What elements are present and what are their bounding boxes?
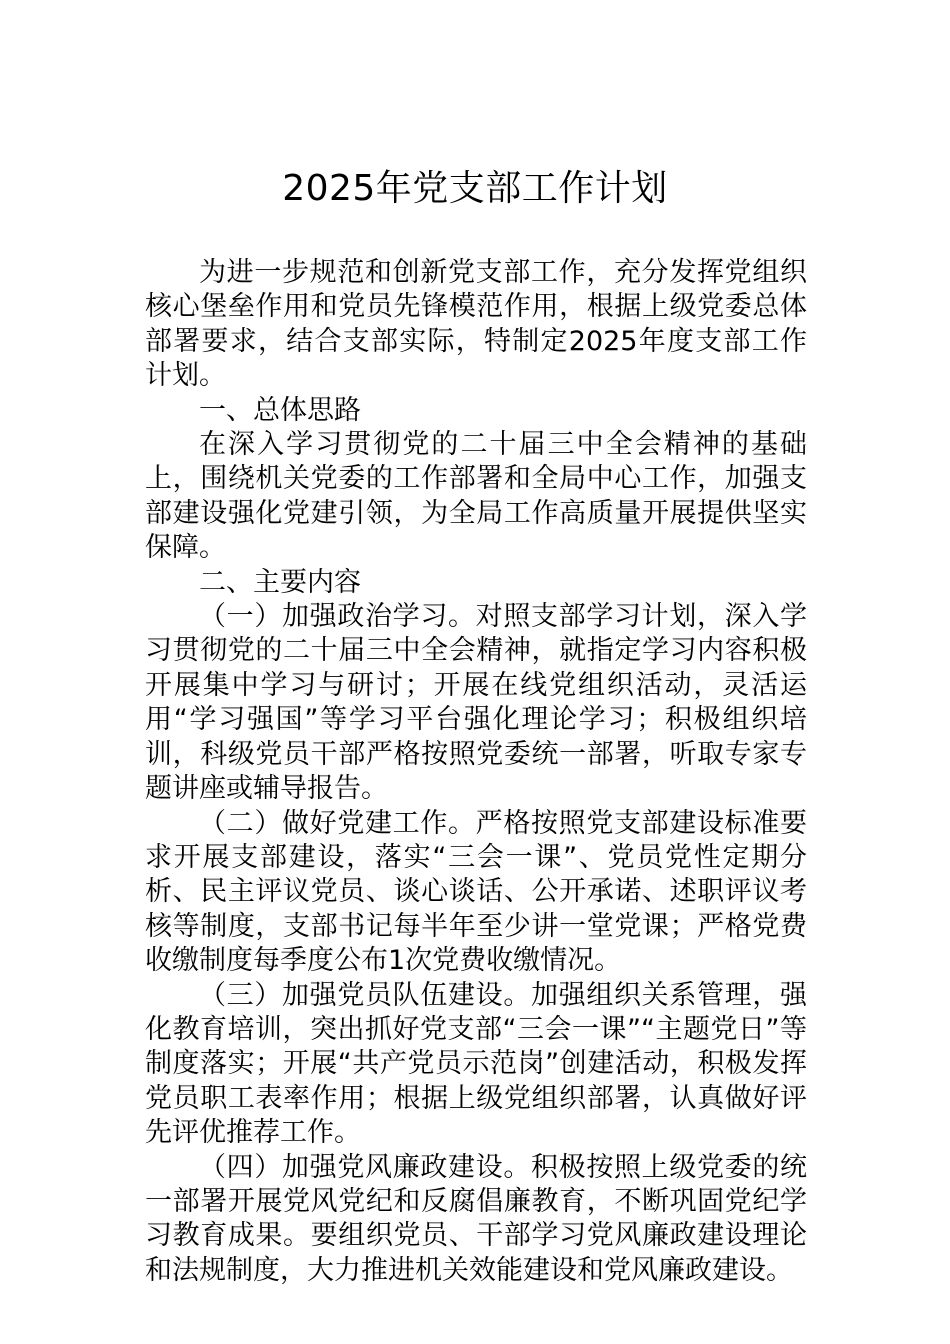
section-heading-overall-approach: 一、总体思路	[199, 394, 361, 426]
intro-paragraph: 为进一步规范和创新党支部工作，充分发挥党组织核心堡垒作用和党员先锋模范作用，根据上级党委总体部署要求，结合支部实际，特制定2025年度支部工作计划。	[145, 257, 807, 392]
item-political-study-paragraph: （一）加强政治学习。对照支部学习计划，深入学习贯彻党的二十届三中全会精神，就指定学习内容积极开展集中学习与研讨；开展在线党组织活动，灵活运用“学习强国”等学习平台强化理论学习；积极组织培训，科级党员干部严格按照党委统一部署，听取专家专题讲座或辅导报告。	[145, 601, 807, 805]
document-title: 2025年党支部工作计划	[282, 168, 668, 209]
item-member-team-paragraph: （三）加强党员队伍建设。加强组织关系管理，强化教育培训，突出抓好党支部“三会一课”“主题党日”等制度落实；开展“共产党员示范岗”创建活动，积极发挥党员职工表率作用；根据上级党组织部署，认真做好评先评优推荐工作。	[145, 979, 807, 1149]
document-body	[145, 256, 807, 1288]
overall-approach-paragraph: 在深入学习贯彻党的二十届三中全会精神的基础上，围绕机关党委的工作部署和全局中心工作，加强支部建设强化党建引领，为全局工作高质量开展提供坚实保障。	[145, 429, 807, 564]
section-heading-main-content: 二、主要内容	[199, 566, 361, 598]
item-party-building-paragraph: （二）做好党建工作。严格按照党支部建设标准要求开展支部建设，落实“三会一课”、党员党性定期分析、民主评议党员、谈心谈话、公开承诺、述职评议考核等制度，支部书记每半年至少讲一堂党课；严格党费收缴制度每季度公布1次党费收缴情况。	[145, 807, 807, 977]
item-integrity-paragraph: （四）加强党风廉政建设。积极按照上级党委的统一部署开展党风党纪和反腐倡廉教育，不断巩固党纪学习教育成果。要组织党员、干部学习党风廉政建设理论和法规制度，大力推进机关效能建设和党风廉政建设。	[145, 1151, 807, 1286]
